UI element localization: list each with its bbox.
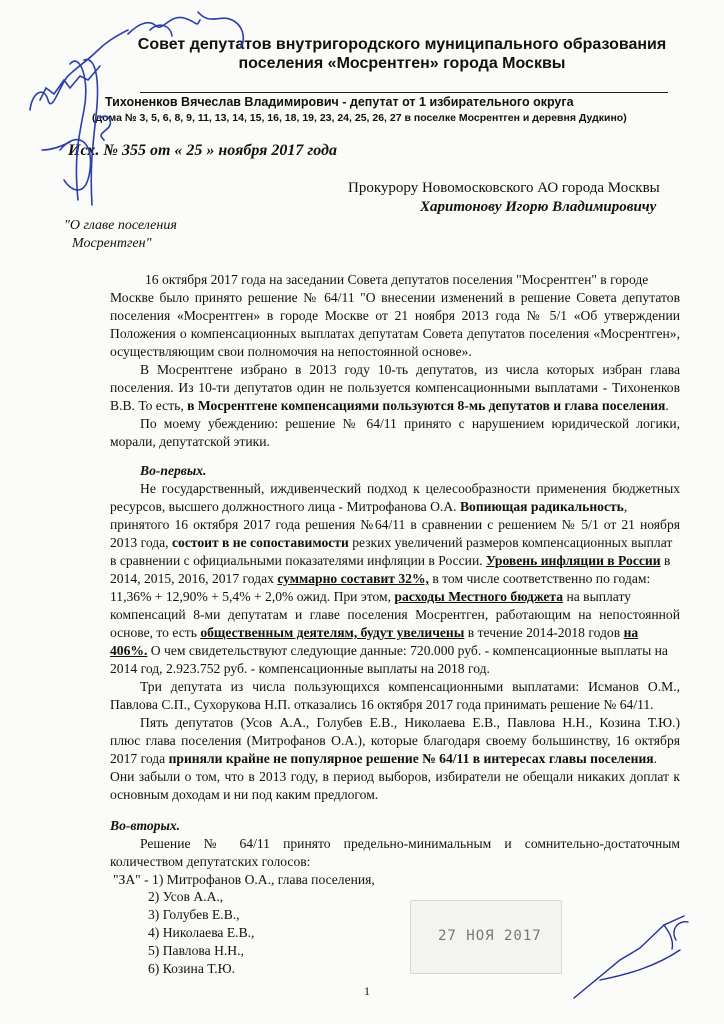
- deputy-name: Тихоненков Вячеслав Владимирович - депутат от 1 избирательного округа: [105, 95, 574, 109]
- body-line: Москве было принято решение № 64/11 "О внесении изменений в решение Совета депутатов: [110, 290, 680, 305]
- body-line: Решение № 64/11 принято предельно-минимальным и сомнительно-достаточным: [140, 836, 680, 851]
- body-line: количеством депутатских голосов:: [110, 854, 311, 869]
- body-line: Не государственный, иждивенческий подход к целесообразности применения бюджетных: [140, 481, 680, 496]
- section-heading-first: Во-первых.: [140, 463, 207, 478]
- text-span: 2013 года,: [110, 535, 172, 550]
- vote-label: "ЗА" - 1) Митрофанов О.А., глава поселения,: [113, 872, 375, 887]
- emphasis-text: Вопиющая радикальность: [459, 499, 624, 514]
- voter-item: 4) Николаева Е.В.,: [148, 925, 255, 940]
- body-line: 2014 год, 2.923.752 руб. - компенсационные выплаты на 2018 год.: [110, 661, 490, 676]
- body-line: По моему убеждению: решение № 64/11 принято с нарушением юридической логики,: [140, 416, 680, 431]
- subject-line1: "О главе поселения: [64, 218, 177, 233]
- emphasis-text: общественным деятелям, будут увеличены: [200, 625, 465, 640]
- body-line: морали, депутатской этики.: [110, 434, 270, 449]
- stamp-date: 27 НОЯ 2017: [438, 928, 542, 944]
- section-heading-second: Во-вторых.: [110, 818, 181, 833]
- text-span: В.В. То есть,: [110, 398, 188, 413]
- body-line: Три депутата из числа пользующихся компенсационными выплатами: Исманов О.М.,: [140, 679, 680, 694]
- outgoing-number: Исх. № 355 от « 25 » ноября 2017 года: [68, 142, 337, 159]
- deputy-district-houses: (дома № 3, 5, 6, 8, 9, 11, 13, 14, 15, 16, 18, 19, 23, 24, 25, 26, 27 в поселке Мосрентген и деревня Дудкино): [92, 112, 627, 124]
- body-line: компенсаций 8-ми депутатам и главе поселения Мосрентген, работающим на непостоянной: [110, 607, 680, 622]
- text-span: 2017 года: [110, 751, 169, 766]
- page-number: 1: [364, 984, 370, 998]
- emphasis-text: приняли крайне не популярное решение № 64/11 в интересах главы поселения: [168, 751, 654, 766]
- voter-item: 3) Голубев Е.В.,: [148, 907, 240, 922]
- emphasis-text: в Мосрентгене компенсациями пользуются 8-мь депутатов и глава поселения: [187, 398, 666, 413]
- text-span: в сравнении с официальными показателями инфляции в России.: [110, 553, 487, 568]
- voter-item: 6) Козина Т.Ю.: [148, 961, 235, 976]
- subject-line2: Мосрентген": [72, 236, 152, 251]
- body-line: Они забыли о том, что в 2013 году, в период выборов, избиратели не обещали никаких доплат к: [110, 769, 680, 784]
- addressee-office: Прокурору Новомосковского АО города Москвы: [348, 180, 660, 196]
- body-line: принятого 16 октября 2017 года решения №64/11 в сравнении с решением № 5/1 от 21 ноября: [110, 517, 680, 532]
- text-span: ,: [623, 499, 628, 514]
- body-line: В Мосрентгене избрано в 2013 году 10-ть депутатов, из числа которых избран глава: [140, 362, 680, 377]
- council-title-line1: Совет депутатов внутригородского муниципального образования: [137, 36, 667, 53]
- text-span: основе, то есть: [110, 625, 201, 640]
- body-line: 16 октября 2017 года на заседании Совета депутатов поселения "Мосрентген" в городе: [145, 272, 649, 287]
- body-line: осуществляющим свои полномочия на непостоянной основе».: [110, 344, 472, 359]
- emphasis-text: расходы Местного бюджета: [394, 589, 564, 604]
- body-line: Пять депутатов (Усов А.А., Голубев Е.В., Николаева Е.В., Павлова Н.Н., Козина Т.Ю.): [140, 715, 680, 730]
- emphasis-text: 406%.: [110, 643, 148, 658]
- emphasis-text: суммарно составит 32%,: [277, 571, 429, 586]
- text-span: О чем свидетельствуют следующие данные: 720.000 руб. - компенсационные выплаты на: [147, 643, 668, 658]
- text-span: в том числе соответственно по годам:: [428, 571, 651, 586]
- emphasis-text: состоит в не сопоставимости: [171, 535, 349, 550]
- text-span: резких увеличений размеров компенсационных выплат: [348, 535, 673, 550]
- emphasis-text: Уровень инфляции в России: [486, 553, 661, 568]
- text-span: .: [665, 398, 669, 413]
- text-span: на выплату: [563, 589, 632, 604]
- body-line: плюс глава поселения (Митрофанов О.А.), которые благодаря своему большинству, 16 октября: [110, 733, 680, 748]
- body-line: поселения «Мосрентген» в городе Москве от 21 ноября 2013 года № 5/1 «Об утверждении: [110, 308, 680, 323]
- body-line: поселения. Из 10-ти депутатов один не пользуется компенсационными выплатами - Тихоненков: [110, 380, 680, 395]
- text-span: ресурсов, высшего должностного лица - Митрофанова О.А.: [110, 499, 460, 514]
- text-span: 2014, 2015, 2016, 2017 годах: [110, 571, 278, 586]
- body-line: основным доходам и ни под каким предлогом.: [110, 787, 379, 802]
- body-line: Положения о компенсационных выплатах депутатам Совета депутатов поселения «Мосрентген»,: [110, 326, 680, 341]
- emphasis-text: на: [623, 625, 639, 640]
- text-span: .: [653, 751, 658, 766]
- voter-item: 2) Усов А.А.,: [148, 889, 224, 904]
- text-span: в: [660, 553, 671, 568]
- addressee-name: Харитонову Игорю Владимировичу: [420, 199, 657, 215]
- text-span: 11,36% + 12,90% + 5,4% + 2,0% ожид. При этом,: [110, 589, 395, 604]
- council-title-line2: поселения «Мосрентген» города Москвы: [238, 55, 566, 72]
- body-line: Павлова С.П., Сухорукова Н.П. отказались 16 октября 2017 года принимать решение № 64/11.: [110, 697, 654, 712]
- text-span: в течение 2014-2018 годов: [464, 625, 624, 640]
- voter-item: 5) Павлова Н.Н.,: [148, 943, 244, 958]
